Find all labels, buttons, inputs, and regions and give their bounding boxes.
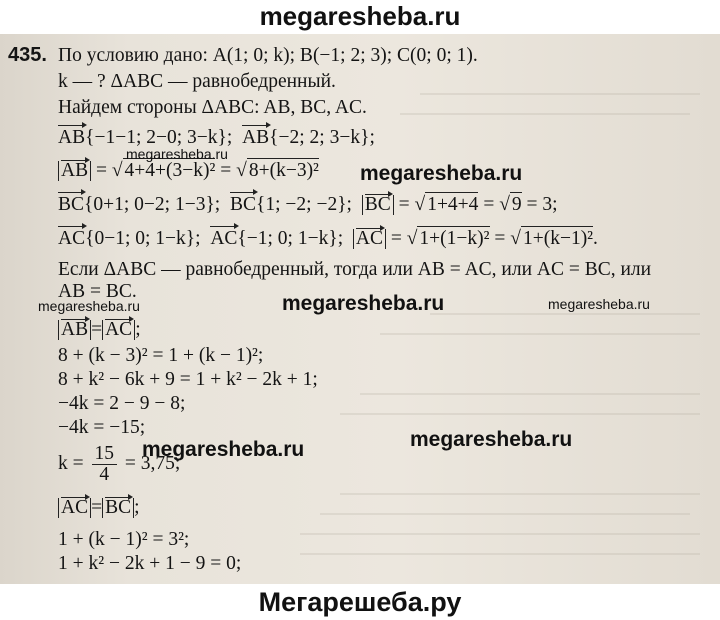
watermark-overlay: megaresheba.ru [142,438,305,461]
length-ab-vector: AB [61,160,89,181]
sqrt-sign: √ [236,160,247,181]
eq-sign: = [91,319,103,340]
watermark-overlay: megaresheba.ru [410,428,573,451]
length-ab-eq-2: = [220,160,232,181]
k-numerator: 15 [92,444,118,465]
length-ab-eq-1: = [95,160,107,181]
abs-ab [58,320,91,340]
vector-bc-coords: {1; −2; −2}; [256,194,352,215]
semicolon: ; [134,497,140,518]
length-ac-radicand-1: 1+(1−k)² [419,228,490,249]
length-ab-radicand-2: 8+(k−3)² [248,160,319,181]
k-denominator: 4 [99,464,110,485]
length-ac-vector: AC [355,228,383,249]
k-label: k = [58,452,84,474]
vector-ac-label-2: AC [210,228,238,249]
condition-line-2: AB = BC. [58,281,137,302]
watermark-overlay: megaresheba.ru [38,298,140,314]
equality-ac-bc [58,496,140,520]
sqrt-sign: √ [510,228,521,249]
abs-bc [102,498,134,518]
watermark-overlay: megaresheba.ru [548,296,650,312]
vector-ab-coords: {−2; 2; 3−k}; [269,127,375,148]
watermark-bottom: Мегарешеба.ру [0,584,720,620]
condition-line: Если ΔABC — равнобедренный, тогда или AB = AC, или AC = BC, или [58,259,652,280]
length-bc-eq-1: = [398,194,410,215]
sqrt-sign: √ [499,194,510,215]
semicolon: ; [135,319,141,340]
equation-line-2: 8 + k² − 6k + 9 = 1 + k² − 2k + 1; [58,369,318,390]
length-ac-radicand-2: 1+(k−1)² [522,228,594,249]
problem-number: 435. [8,44,47,66]
sqrt-sign: √ [414,194,426,215]
length-bc-radicand-2: 9 [511,194,522,215]
abs-ac-vector: AC [61,497,89,518]
k-result: = 3,75; [124,452,181,474]
length-ac-eq-1: = [390,228,402,249]
sides-line: Найдем стороны ΔABC: AB, BC, AC. [58,97,367,118]
length-ac-end: . [593,228,598,249]
abs-ac [58,498,91,518]
vector-ac-label: AC [58,228,86,249]
given-line: По условию дано: A(1; 0; k); B(−1; 2; 3); C(0; 0; 1). [58,45,478,66]
equation-line-1: 8 + (k − 3)² = 1 + (k − 1)²; [58,345,264,366]
length-ac-abs [353,229,386,249]
length-bc-eq-2: = [483,194,495,215]
eq-sign: = [91,497,103,518]
length-bc-vector: BC [364,194,391,215]
k-fraction [92,444,118,485]
length-ac-eq-2: = [494,228,506,249]
sqrt-sign: √ [406,228,418,249]
vector-bc-coords-calc: {0+1; 0−2; 1−3}; [84,194,221,215]
vector-ac-coords-calc: {0−1; 0; 1−k}; [85,228,201,249]
abs-bc-vector: BC [105,497,132,518]
length-ab-abs [58,161,91,181]
vector-ac-line [58,226,598,251]
vector-ab-label-2: AB [242,127,270,148]
find-line: k — ? ΔABC — равнобедренный. [58,71,336,92]
equation-line-4: −4k = −15; [58,417,146,438]
watermark-top: megaresheba.ru [0,0,720,34]
textbook-page [0,34,720,584]
sqrt-sign: √ [111,160,123,181]
vector-bc-label-2: BC [229,194,256,215]
vector-bc-line [58,192,558,217]
length-bc-abs [362,195,394,215]
equation-line-5: 1 + (k − 1)² = 3²; [58,529,190,550]
vector-ac-coords: {−1; 0; 1−k}; [237,228,344,249]
watermark-overlay: megaresheba.ru [126,146,228,162]
length-ab-radicand-1: 4+4+(3−k)² [124,160,216,181]
abs-ab-vector: AB [61,319,89,340]
equation-line-6: 1 + k² − 2k + 1 − 9 = 0; [58,553,242,574]
watermark-overlay: megaresheba.ru [282,292,445,315]
vector-ab-coords-calc: {−1−1; 2−0; 3−k}; [85,127,233,148]
abs-ac [102,320,135,340]
watermark-overlay: megaresheba.ru [360,162,523,185]
abs-ac-vector: AC [105,319,133,340]
equation-line-3: −4k = 2 − 9 − 8; [58,393,186,414]
vector-bc-label: BC [58,194,85,215]
length-bc-result: = 3; [526,194,558,215]
equality-ab-ac [58,318,141,342]
vector-ab-label: AB [58,127,86,148]
length-bc-radicand-1: 1+4+4 [427,194,479,215]
